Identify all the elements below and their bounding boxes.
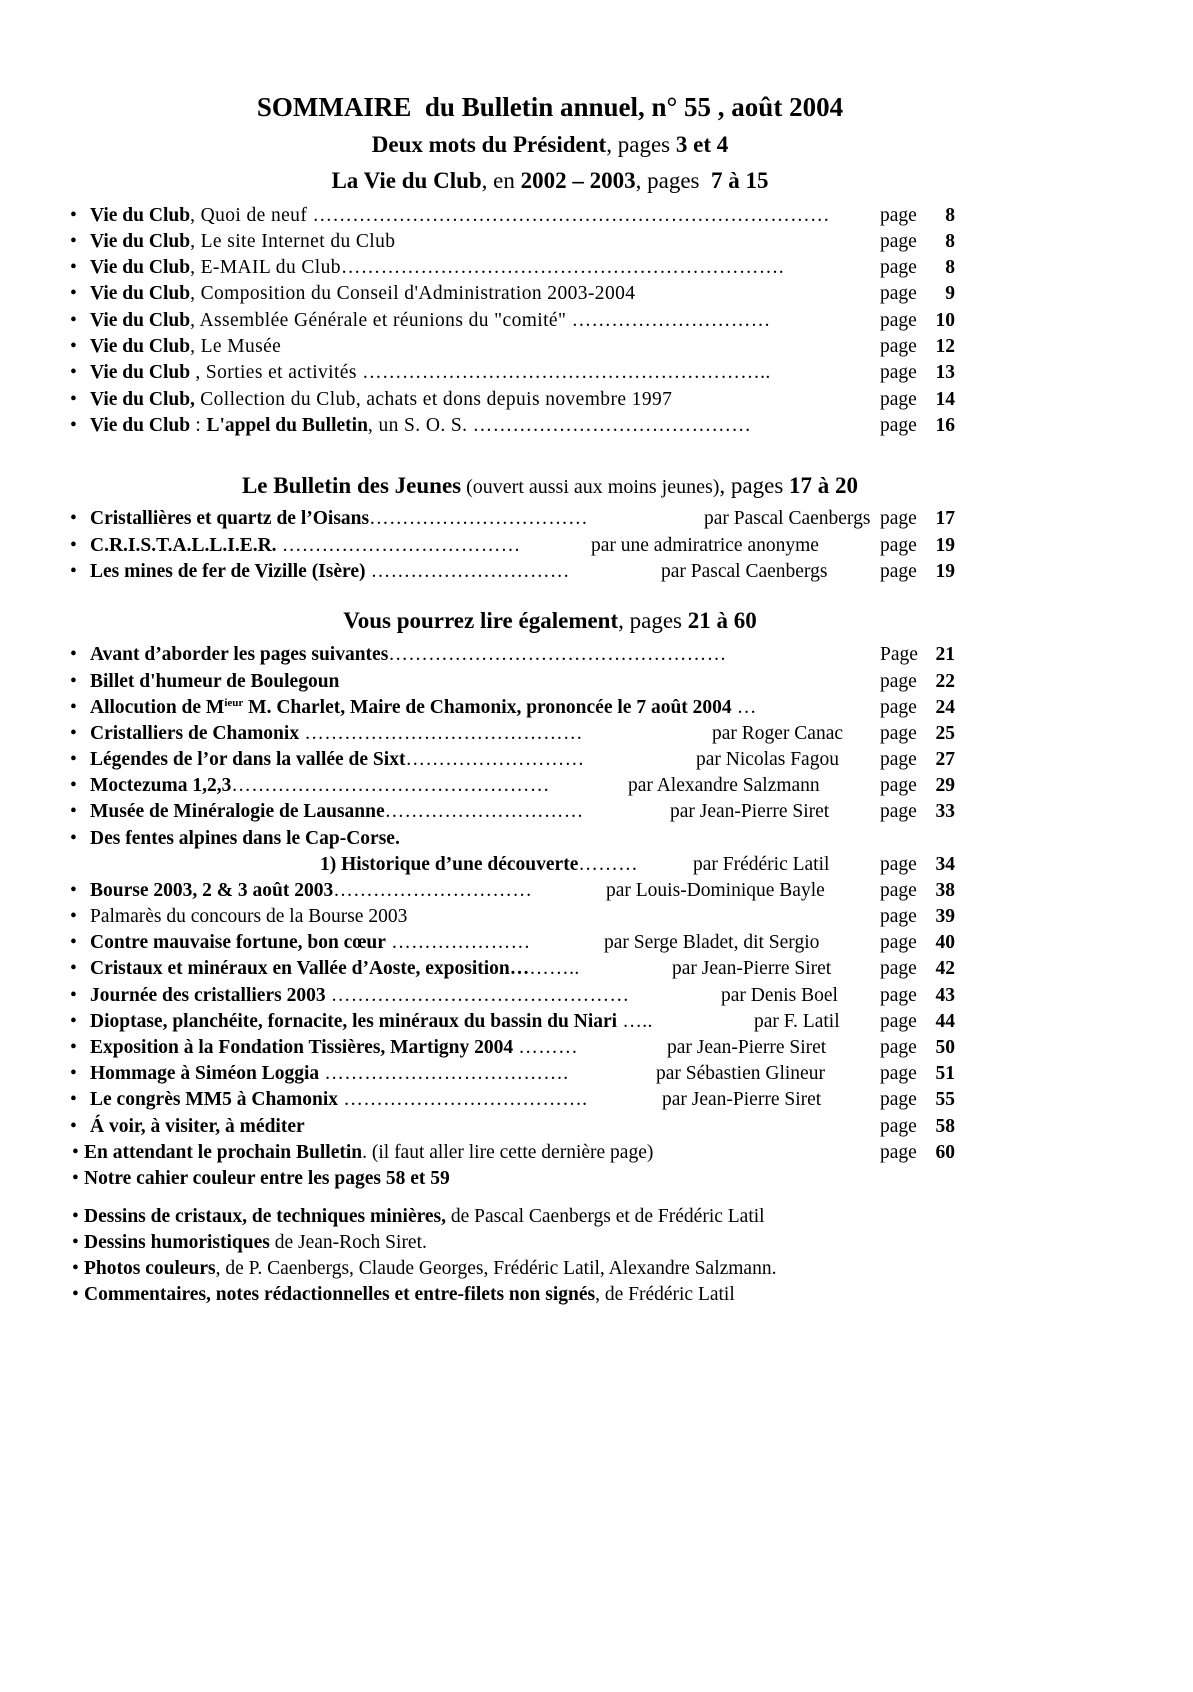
item-title: Musée de Minéralogie de Lausanne bbox=[90, 801, 385, 822]
item-title: Allocution de M bbox=[90, 697, 225, 718]
title-sommaire: SOMMAIRE bbox=[256, 92, 412, 122]
credit-names: , de Frédéric Latil bbox=[595, 1284, 735, 1305]
page-number: 50 bbox=[935, 1037, 955, 1058]
item-text bbox=[90, 904, 407, 930]
list-item bbox=[0, 255, 1100, 281]
list-item bbox=[0, 1114, 1100, 1140]
leader-dots: ………………………… bbox=[365, 561, 570, 582]
leader-dots: ……… bbox=[578, 854, 639, 875]
page-number: 21 bbox=[935, 644, 955, 665]
item-title: Cristaux et minéraux en Vallée d’Aoste, exposition… bbox=[90, 958, 530, 979]
item-title: Moctezuma 1,2,3 bbox=[90, 775, 232, 796]
page-label: page bbox=[880, 801, 917, 822]
list-item bbox=[0, 904, 1100, 930]
page-label: page bbox=[880, 697, 917, 718]
item-title: 1) Historique d’une découverte bbox=[320, 854, 579, 875]
credit-title: Photos couleurs bbox=[84, 1258, 216, 1279]
club-heading-years: 2002 – 2003 bbox=[520, 168, 636, 193]
item-text bbox=[90, 413, 751, 439]
leader-dots: ……………………………………… bbox=[325, 985, 630, 1006]
page-number: 44 bbox=[935, 1011, 955, 1032]
item-author: par Nicolas Fagou bbox=[696, 749, 839, 770]
item-title: Hommage à Siméon Loggia bbox=[90, 1063, 320, 1084]
page-number: 33 bbox=[935, 801, 955, 822]
item-description: , Quoi de neuf …………………………………………………………………… bbox=[190, 205, 830, 226]
list-item bbox=[0, 1087, 1100, 1113]
list-item bbox=[0, 308, 1100, 334]
item-author: par Jean-Pierre Siret bbox=[662, 1089, 822, 1110]
item-author: par Denis Boel bbox=[721, 985, 838, 1006]
list-item bbox=[0, 1140, 1100, 1166]
bullet: • bbox=[70, 697, 77, 718]
list-item bbox=[0, 203, 1100, 229]
page-number: 8 bbox=[945, 257, 955, 278]
item-text bbox=[90, 695, 757, 721]
item-text bbox=[90, 773, 550, 799]
page-number: 19 bbox=[935, 561, 955, 582]
list-item bbox=[0, 387, 1100, 413]
bullet: • bbox=[70, 415, 77, 436]
leader-dots: ………………………………………… bbox=[231, 775, 550, 796]
item-author: par Jean-Pierre Siret bbox=[667, 1037, 827, 1058]
bullet: • bbox=[70, 310, 77, 331]
credit-title: Commentaires, notes rédactionnelles et entre-filets non signés bbox=[84, 1284, 596, 1305]
page-label: page bbox=[880, 1089, 917, 1110]
item-title: Vie du Club bbox=[90, 415, 191, 436]
item-title: Vie du Club bbox=[90, 205, 191, 226]
list-item bbox=[0, 559, 1100, 585]
credit-text bbox=[84, 1230, 427, 1256]
item-title-b: L'appel du Bulletin bbox=[206, 415, 368, 436]
bullet: • bbox=[70, 671, 77, 692]
item-text bbox=[90, 799, 584, 825]
item-title: Vie du Club bbox=[90, 362, 191, 383]
leader-dots: …………………………… bbox=[369, 508, 589, 529]
page-label: page bbox=[880, 723, 917, 744]
item-text bbox=[90, 360, 771, 386]
credit-names: de Pascal Caenbergs et de Frédéric Latil bbox=[446, 1206, 765, 1227]
page-label: page bbox=[880, 932, 917, 953]
page-label: page bbox=[880, 535, 917, 556]
jeunes-heading-pages: 17 à 20 bbox=[789, 473, 859, 498]
lire-heading-pages-label: , pages bbox=[618, 608, 688, 633]
item-title: Vie du Club bbox=[90, 231, 191, 252]
credit-names: de Jean-Roch Siret. bbox=[269, 1232, 427, 1253]
page-label: page bbox=[880, 749, 917, 770]
item-text bbox=[90, 1035, 578, 1061]
item-text bbox=[320, 852, 638, 878]
item-author: par Pascal Caenbergs bbox=[661, 561, 828, 582]
item-description: Palmarès du concours de la Bourse 2003 bbox=[90, 906, 408, 927]
credit-text bbox=[84, 1204, 765, 1230]
item-title: En attendant le prochain Bulletin bbox=[84, 1142, 363, 1163]
item-title: Vie du Club bbox=[90, 336, 191, 357]
page-number: 8 bbox=[945, 205, 955, 226]
list-item bbox=[0, 826, 1100, 852]
jeunes-heading-title: Le Bulletin des Jeunes bbox=[241, 473, 462, 498]
bullet: • bbox=[72, 1206, 79, 1227]
list-item bbox=[0, 533, 1100, 559]
item-author: par Alexandre Salzmann bbox=[628, 775, 820, 796]
item-author: par Frédéric Latil bbox=[693, 854, 830, 875]
item-text bbox=[90, 1009, 653, 1035]
page-label: page bbox=[880, 415, 917, 436]
page-label: page bbox=[880, 1116, 917, 1137]
item-title: Dioptase, planchéite, fornacite, les minéraux du bassin du Niari bbox=[90, 1011, 618, 1032]
leader-dots: ………………………… bbox=[384, 801, 584, 822]
page-label: page bbox=[880, 205, 917, 226]
bullet: • bbox=[70, 906, 77, 927]
leader-dots: ….. bbox=[617, 1011, 653, 1032]
page-number: 14 bbox=[935, 389, 955, 410]
item-text bbox=[90, 559, 570, 585]
lire-heading-title: Vous pourrez lire également bbox=[343, 608, 619, 633]
item-title: Contre mauvaise fortune, bon cœur bbox=[90, 932, 386, 953]
club-heading bbox=[0, 166, 1100, 196]
list-item bbox=[0, 721, 1100, 747]
page-number: 19 bbox=[935, 535, 955, 556]
bullet: • bbox=[70, 508, 77, 529]
item-text bbox=[90, 533, 521, 559]
page-label: page bbox=[880, 985, 917, 1006]
bullet: • bbox=[72, 1258, 79, 1279]
club-heading-title: La Vie du Club bbox=[331, 168, 482, 193]
item-title: Vie du Club, bbox=[90, 389, 195, 410]
page-number: 27 bbox=[935, 749, 955, 770]
item-text bbox=[90, 878, 532, 904]
bullet: • bbox=[70, 336, 77, 357]
list-item bbox=[0, 229, 1100, 255]
item-author: par Louis-Dominique Bayle bbox=[606, 880, 825, 901]
page-number: 39 bbox=[935, 906, 955, 927]
bullet: • bbox=[72, 1284, 79, 1305]
item-title: Billet d'humeur de Boulegoun bbox=[90, 671, 340, 692]
page-label: page bbox=[880, 880, 917, 901]
bullet: • bbox=[70, 723, 77, 744]
item-text bbox=[90, 826, 400, 852]
page-label: page bbox=[880, 231, 917, 252]
list-item bbox=[0, 956, 1100, 982]
credit-line bbox=[0, 1256, 1100, 1282]
club-heading-text: , en bbox=[481, 168, 521, 193]
bullet: • bbox=[70, 389, 77, 410]
bullet: • bbox=[70, 1116, 77, 1137]
bullet: • bbox=[72, 1168, 79, 1189]
page-label: page bbox=[880, 906, 917, 927]
page-label: page bbox=[880, 1037, 917, 1058]
leader-dots: …….. bbox=[529, 958, 580, 979]
item-title: Vie du Club bbox=[90, 257, 191, 278]
list-item bbox=[0, 983, 1100, 1009]
list-item bbox=[0, 506, 1100, 532]
page-label: page bbox=[880, 1011, 917, 1032]
page-label: page bbox=[880, 336, 917, 357]
item-description: . (il faut aller lire cette dernière page) bbox=[362, 1142, 654, 1163]
jeunes-heading-note: (ouvert aussi aux moins jeunes) bbox=[461, 476, 720, 498]
list-item bbox=[0, 878, 1100, 904]
item-author: par une admiratrice anonyme bbox=[591, 535, 819, 556]
page-label: page bbox=[880, 1142, 917, 1163]
item-title: Légendes de l’or dans la vallée de Sixt bbox=[90, 749, 406, 770]
bullet: • bbox=[70, 644, 77, 665]
president-pages: 3 et 4 bbox=[675, 132, 729, 157]
page-number: 17 bbox=[935, 508, 955, 529]
page-label: page bbox=[880, 508, 917, 529]
page-number: 9 bbox=[945, 283, 955, 304]
item-description: , Assemblée Générale et réunions du "comité" ………………………… bbox=[190, 310, 771, 331]
page-label: page bbox=[880, 854, 917, 875]
bullet: • bbox=[70, 828, 77, 849]
item-text bbox=[90, 642, 727, 668]
item-description: , Le site Internet du Club bbox=[190, 231, 396, 252]
page-number: 58 bbox=[935, 1116, 955, 1137]
bullet: • bbox=[70, 880, 77, 901]
item-title: Vie du Club bbox=[90, 310, 191, 331]
president-pages-label: , pages bbox=[606, 132, 676, 157]
bullet: • bbox=[70, 283, 77, 304]
page-number: 29 bbox=[935, 775, 955, 796]
page-number: 40 bbox=[935, 932, 955, 953]
list-item bbox=[0, 695, 1100, 721]
page-label: page bbox=[880, 389, 917, 410]
page-number: 51 bbox=[935, 1063, 955, 1084]
bullet: • bbox=[70, 1089, 77, 1110]
page-label: page bbox=[880, 283, 917, 304]
page-number: 42 bbox=[935, 958, 955, 979]
list-item bbox=[0, 281, 1100, 307]
item-text bbox=[90, 721, 583, 747]
credit-title: Dessins humoristiques bbox=[84, 1232, 270, 1253]
item-text bbox=[90, 229, 395, 255]
page-number: 22 bbox=[935, 671, 955, 692]
page-number: 38 bbox=[935, 880, 955, 901]
list-item bbox=[0, 360, 1100, 386]
club-heading-pages: 7 à 15 bbox=[711, 168, 769, 193]
item-title: Exposition à la Fondation Tissières, Martigny 2004 bbox=[90, 1037, 514, 1058]
item-text bbox=[90, 747, 585, 773]
bullet: • bbox=[70, 1011, 77, 1032]
bullet: • bbox=[70, 231, 77, 252]
item-title: Avant d’aborder les pages suivantes bbox=[90, 644, 389, 665]
list-item bbox=[0, 747, 1100, 773]
bullet: • bbox=[70, 749, 77, 770]
list-item bbox=[0, 799, 1100, 825]
leader-dots: ………………… bbox=[385, 932, 531, 953]
item-author: par Pascal Caenbergs bbox=[704, 508, 871, 529]
item-title: Vie du Club bbox=[90, 283, 191, 304]
page-number: 55 bbox=[935, 1089, 955, 1110]
credit-line bbox=[0, 1282, 1100, 1308]
list-item bbox=[0, 1166, 1100, 1192]
bullet: • bbox=[72, 1142, 79, 1163]
leader-dots: …………………………………………… bbox=[388, 644, 727, 665]
page-number: 43 bbox=[935, 985, 955, 1006]
page-number: 24 bbox=[935, 697, 955, 718]
item-text bbox=[90, 308, 771, 334]
item-text bbox=[90, 1114, 305, 1140]
lire-heading-pages: 21 à 60 bbox=[687, 608, 757, 633]
item-description: , E-MAIL du Club…………………………………………………………. bbox=[190, 257, 784, 278]
page-title bbox=[0, 90, 1100, 124]
item-author: par Jean-Pierre Siret bbox=[670, 801, 830, 822]
bullet: • bbox=[70, 257, 77, 278]
page-label: page bbox=[880, 958, 917, 979]
item-title: Des fentes alpines dans le Cap-Corse. bbox=[90, 828, 400, 849]
list-item bbox=[0, 930, 1100, 956]
lire-heading bbox=[0, 606, 1100, 636]
list-item bbox=[0, 1035, 1100, 1061]
credit-text bbox=[84, 1256, 776, 1282]
president-heading bbox=[0, 130, 1100, 160]
leader-dots: …………………………………… bbox=[299, 723, 583, 744]
bullet: • bbox=[70, 1037, 77, 1058]
item-text bbox=[90, 506, 588, 532]
jeunes-heading bbox=[0, 471, 1100, 502]
bullet: • bbox=[70, 535, 77, 556]
bullet: • bbox=[70, 561, 77, 582]
page-label: page bbox=[880, 1063, 917, 1084]
page-label: Page bbox=[880, 644, 918, 665]
item-author: par Sébastien Glineur bbox=[656, 1063, 825, 1084]
bullet: • bbox=[72, 1232, 79, 1253]
page-number: 13 bbox=[935, 362, 955, 383]
item-description: , Sorties et activités …………………………………………………….. bbox=[190, 362, 771, 383]
item-author: par F. Latil bbox=[754, 1011, 840, 1032]
leader-dots: ………………………………. bbox=[319, 1063, 569, 1084]
credit-text bbox=[84, 1282, 735, 1308]
item-title: Le congrès MM5 à Chamonix bbox=[90, 1089, 339, 1110]
jeunes-heading-pages-label: , pages bbox=[719, 473, 790, 498]
page-label: page bbox=[880, 775, 917, 796]
item-text bbox=[90, 281, 635, 307]
item-text bbox=[90, 930, 531, 956]
bullet: • bbox=[70, 362, 77, 383]
list-item bbox=[0, 1061, 1100, 1087]
item-text bbox=[90, 203, 830, 229]
bullet: • bbox=[70, 801, 77, 822]
item-title: Á voir, à visiter, à méditer bbox=[90, 1116, 305, 1137]
page-number: 25 bbox=[935, 723, 955, 744]
list-item bbox=[0, 669, 1100, 695]
item-text bbox=[90, 387, 672, 413]
item-text bbox=[90, 669, 339, 695]
item-description: : bbox=[190, 415, 207, 436]
page-number: 34 bbox=[935, 854, 955, 875]
item-description: , Le Musée bbox=[190, 336, 282, 357]
item-text bbox=[90, 1087, 587, 1113]
item-title: Bourse 2003, 2 & 3 août 2003 bbox=[90, 880, 334, 901]
bullet: • bbox=[70, 958, 77, 979]
bullet: • bbox=[70, 1063, 77, 1084]
bullet: • bbox=[70, 932, 77, 953]
item-title: C.R.I.S.T.A.L.L.I.E.R. bbox=[90, 535, 277, 556]
leader-dots: … bbox=[731, 697, 757, 718]
page-number: 16 bbox=[935, 415, 955, 436]
club-heading-pages-label: , pages bbox=[635, 168, 706, 193]
item-title-b: M. Charlet, Maire de Chamonix, prononcée le 7 août 2004 bbox=[243, 697, 732, 718]
item-author: par Serge Bladet, dit Sergio bbox=[604, 932, 820, 953]
president-title: Deux mots du Président bbox=[371, 132, 607, 157]
credit-line bbox=[0, 1204, 1100, 1230]
item-description: , Composition du Conseil d'Administration 2003-2004 bbox=[190, 283, 636, 304]
item-title: Notre cahier couleur entre les pages 58 et 59 bbox=[84, 1168, 450, 1189]
leader-dots: ……………………… bbox=[405, 749, 585, 770]
list-item bbox=[0, 642, 1100, 668]
item-title: Les mines de fer de Vizille (Isère) bbox=[90, 561, 366, 582]
item-author: par Jean-Pierre Siret bbox=[672, 958, 832, 979]
leader-dots: ………………………………. bbox=[338, 1089, 588, 1110]
item-description: Collection du Club, achats et dons depuis novembre 1997 bbox=[194, 389, 673, 410]
page-label: page bbox=[880, 362, 917, 383]
item-title: Cristallières et quartz de l’Oisans bbox=[90, 508, 370, 529]
page-number: 10 bbox=[935, 310, 955, 331]
item-text bbox=[84, 1140, 653, 1166]
item-superscript: ieur bbox=[224, 697, 244, 709]
page-label: page bbox=[880, 671, 917, 692]
bullet: • bbox=[70, 205, 77, 226]
item-title: Journée des cristalliers 2003 bbox=[90, 985, 326, 1006]
item-text bbox=[90, 956, 580, 982]
leader-dots: ……………………………… bbox=[276, 535, 521, 556]
list-item bbox=[0, 1009, 1100, 1035]
list-item bbox=[0, 773, 1100, 799]
item-description-b: , un S. O. S. …………………………………… bbox=[367, 415, 752, 436]
bullet: • bbox=[70, 775, 77, 796]
item-text bbox=[90, 1061, 568, 1087]
list-item bbox=[0, 334, 1100, 360]
page-number: 60 bbox=[935, 1142, 955, 1163]
item-text bbox=[84, 1166, 450, 1192]
list-item bbox=[0, 852, 1100, 878]
page-label: page bbox=[880, 257, 917, 278]
item-text bbox=[90, 983, 629, 1009]
title-bulletin: du Bulletin annuel, n° 55 , août 2004 bbox=[424, 92, 844, 122]
page-number: 8 bbox=[945, 231, 955, 252]
item-text bbox=[90, 334, 281, 360]
item-author: par Roger Canac bbox=[712, 723, 844, 744]
item-text bbox=[90, 255, 784, 281]
leader-dots: ……… bbox=[513, 1037, 579, 1058]
credit-line bbox=[0, 1230, 1100, 1256]
item-title: Cristalliers de Chamonix bbox=[90, 723, 300, 744]
page-label: page bbox=[880, 310, 917, 331]
bullet: • bbox=[70, 985, 77, 1006]
credit-title: Dessins de cristaux, de techniques minières, bbox=[84, 1206, 447, 1227]
list-item bbox=[0, 413, 1100, 439]
leader-dots: ………………………… bbox=[333, 880, 533, 901]
page-number: 12 bbox=[935, 336, 955, 357]
page-label: page bbox=[880, 561, 917, 582]
credit-names: , de P. Caenbergs, Claude Georges, Frédéric Latil, Alexandre Salzmann. bbox=[215, 1258, 777, 1279]
